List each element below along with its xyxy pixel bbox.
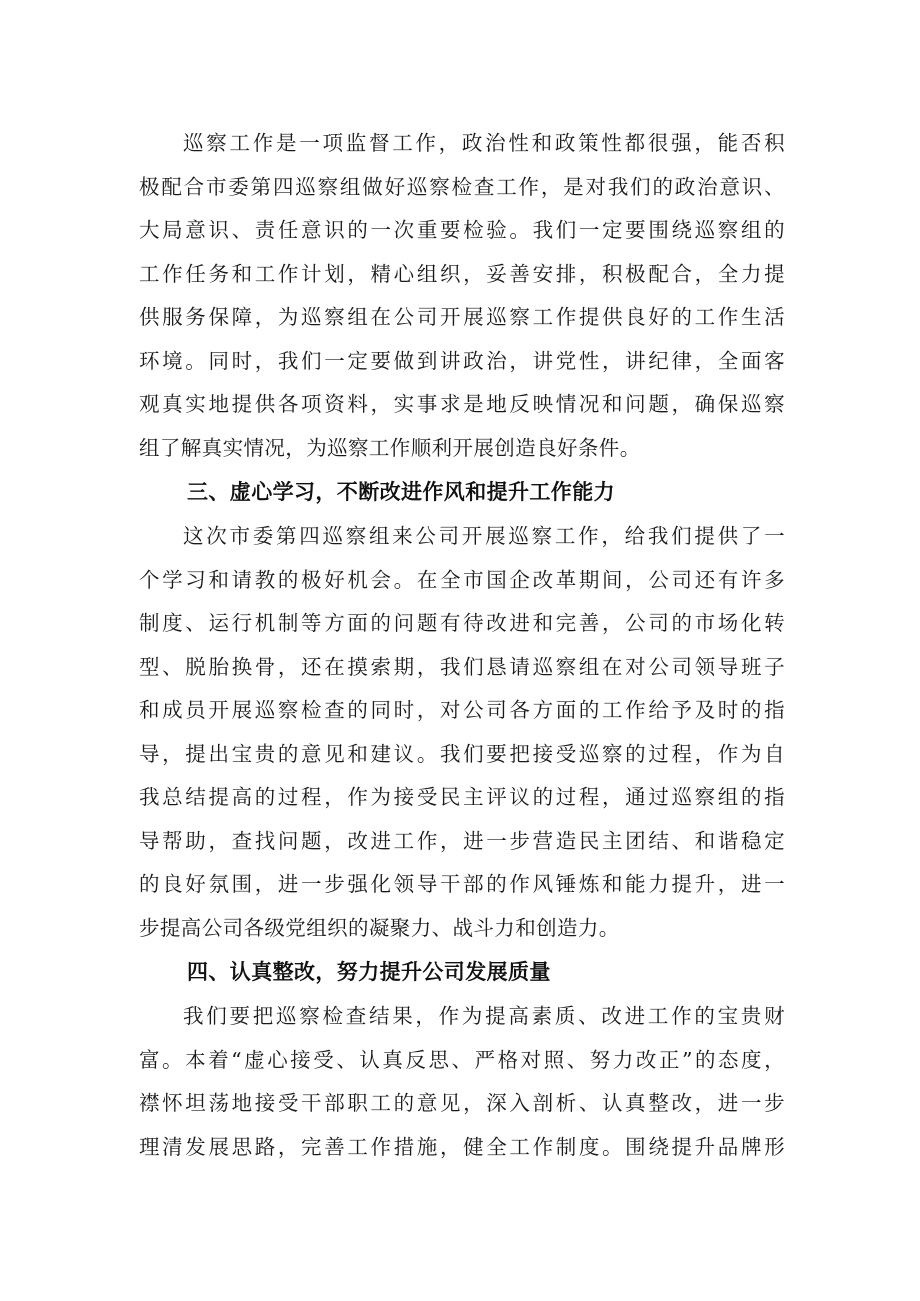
paragraph-line: 观真实地提供各项资料，实事求是地反映情况和问题，确保巡察: [139, 392, 785, 416]
paragraph-line: 供服务保障，为巡察组在公司开展巡察工作提供良好的工作生活: [139, 305, 785, 329]
section-heading-3: 三、虚心学习，不断改进作风和提升工作能力: [187, 480, 615, 504]
paragraph-line: 巡察工作是一项监督工作，政治性和政策性都很强，能否积: [183, 131, 785, 155]
document-body: [139, 122, 785, 1169]
paragraph-learning: [139, 515, 785, 950]
paragraph-line: 富。本着“虚心接受、认真反思、严格对照、努力改正”的态度，: [139, 1047, 785, 1072]
paragraph-line: 我们要把巡察检查结果，作为提高素质、改进工作的宝贵财: [183, 1004, 785, 1028]
paragraph-line: 理清发展思路，完善工作措施，健全工作制度。围绕提升品牌形: [139, 1134, 785, 1159]
paragraph-line: 型、脱胎换骨，还在摸索期，我们恳请巡察组在对公司领导班子: [139, 654, 785, 679]
paragraph-rectification: [139, 995, 785, 1169]
paragraph-line: 制度、运行机制等方面的问题有待改进和完善，公司的市场化转: [139, 611, 785, 635]
paragraph-line: 和成员开展巡察检查的同时，对公司各方面的工作给予及时的指: [139, 698, 785, 722]
section-heading-4: 四、认真整改，努力提升公司发展质量: [187, 960, 551, 984]
paragraph-line: 工作任务和工作计划，精心组织，妥善安排，积极配合，全力提: [139, 261, 785, 286]
paragraph-line: 组了解真实情况，为巡察工作顺利开展创造良好条件。: [139, 435, 641, 460]
paragraph-line: 导，提出宝贵的意见和建议。我们要把接受巡察的过程，作为自: [139, 741, 785, 766]
paragraph-line: 个学习和请教的极好机会。在全市国企改革期间，公司还有许多: [139, 567, 785, 592]
paragraph-line: 步提高公司各级党组织的凝聚力、战斗力和创造力。: [139, 915, 620, 940]
paragraph-line: 这次市委第四巡察组来公司开展巡察工作，给我们提供了一: [183, 524, 785, 548]
paragraph-inspection-cooperation: [139, 122, 785, 470]
paragraph-line: 环境。同时，我们一定要做到讲政治，讲党性，讲纪律，全面客: [139, 348, 785, 373]
paragraph-line: 大局意识、责任意识的一次重要检验。我们一定要围绕巡察组的: [139, 218, 785, 242]
paragraph-line: 导帮助，查找问题，改进工作，进一步营造民主团结、和谐稳定: [139, 828, 785, 853]
paragraph-line: 的良好氛围，进一步强化领导干部的作风锤炼和能力提升，进一: [139, 872, 785, 896]
paragraph-line: 襟怀坦荡地接受干部职工的意见，深入剖析、认真整改，进一步: [139, 1091, 785, 1115]
paragraph-line: 我总结提高的过程，作为接受民主评议的过程，通过巡察组的指: [139, 785, 785, 809]
paragraph-line: 极配合市委第四巡察组做好巡察检查工作，是对我们的政治意识、: [139, 174, 785, 199]
